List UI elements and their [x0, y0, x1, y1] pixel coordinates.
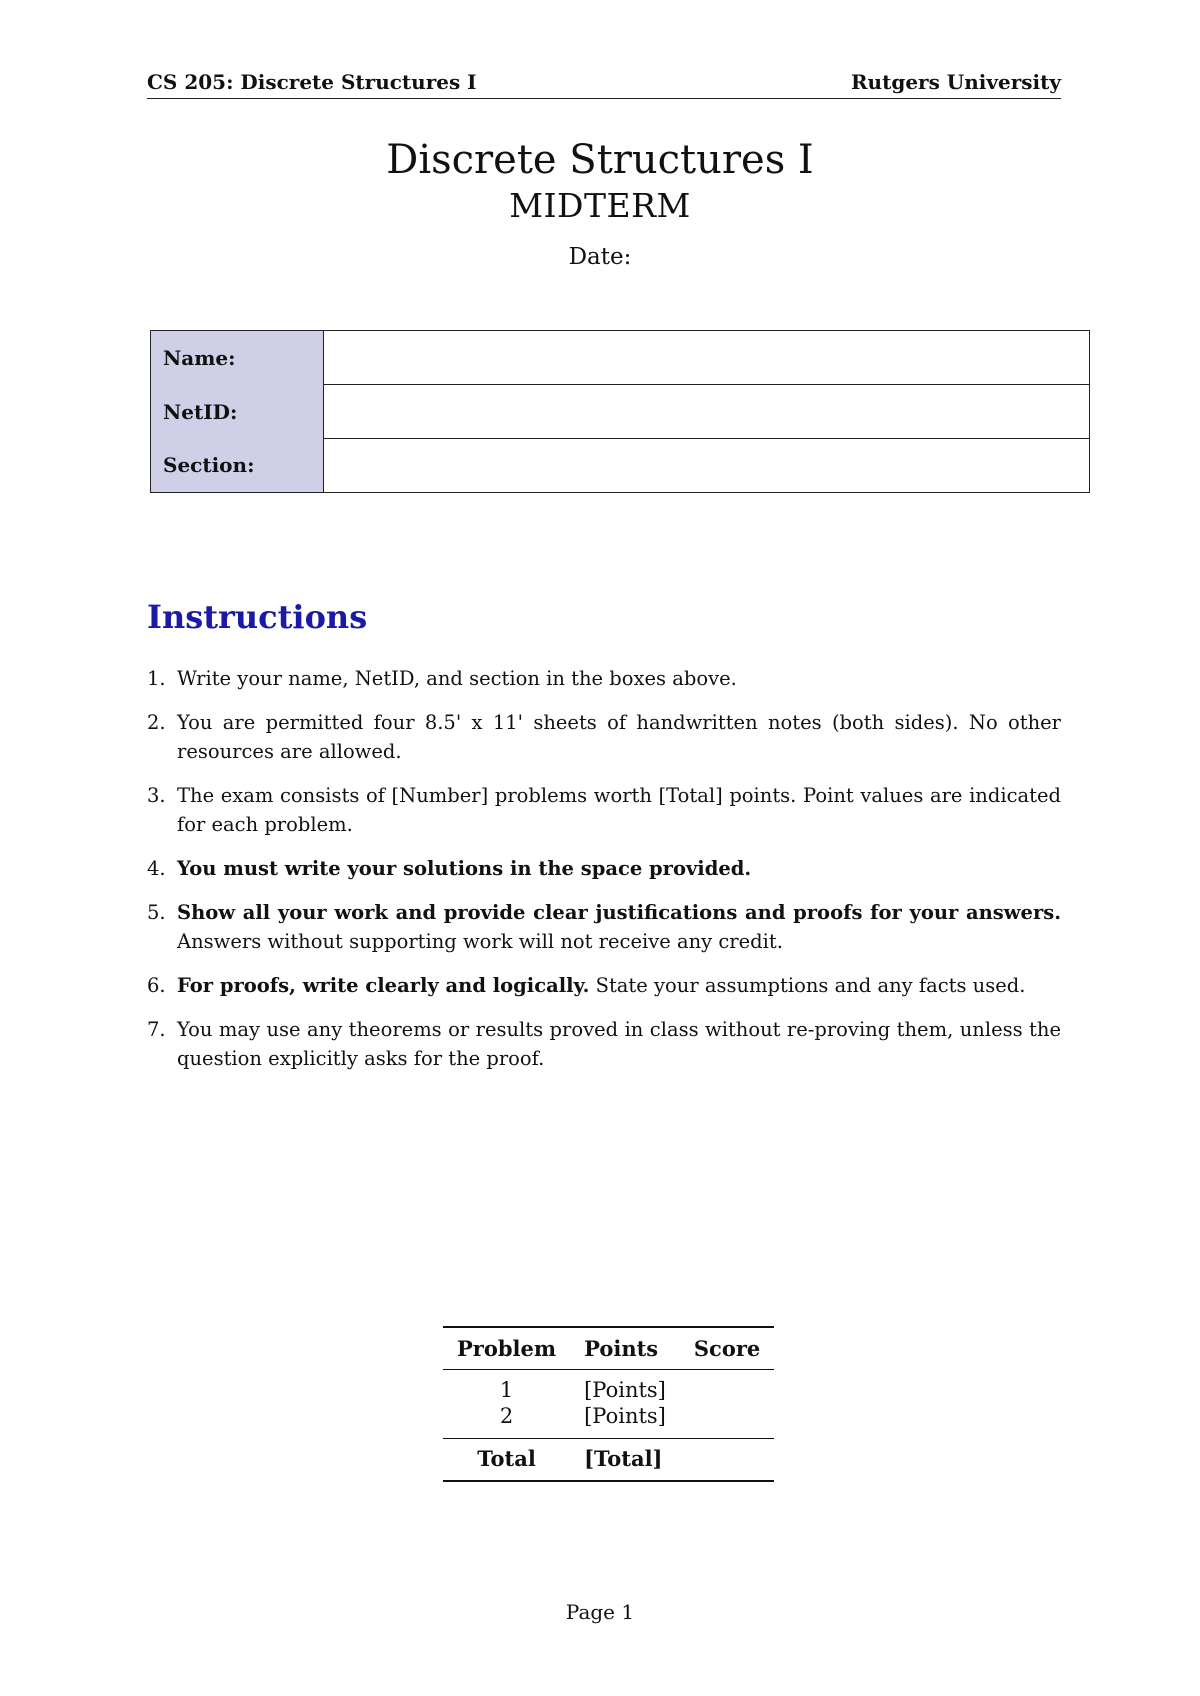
- instruction-text: State your assumptions and any facts used.: [589, 974, 1026, 997]
- instruction-number: 1.: [147, 667, 166, 690]
- points-cell: [Points]: [584, 1404, 666, 1428]
- instruction-text: You may use any theorems or results proved in class without re-proving them, unless the question explicitly asks for the proof.: [177, 1018, 1061, 1070]
- course-label: CS 205: Discrete Structures I: [147, 70, 477, 94]
- instruction-item: [147, 781, 1061, 839]
- page-number: Page 1: [565, 1600, 635, 1624]
- instruction-item: [147, 854, 1061, 883]
- instruction-bold-text: For proofs, write clearly and logically.: [177, 974, 590, 997]
- instructions-list: [147, 664, 1061, 1088]
- column-header-score: Score: [680, 1327, 774, 1370]
- instruction-item: [147, 898, 1061, 956]
- instruction-item: [147, 708, 1061, 766]
- instruction-number: 2.: [147, 711, 166, 734]
- column-header-problem: Problem: [443, 1327, 570, 1370]
- date-label: Date:: [568, 244, 632, 270]
- column-header-points: Points: [570, 1327, 680, 1370]
- score-table-header: [443, 1327, 774, 1370]
- instruction-number: 4.: [147, 857, 166, 880]
- table-row: [443, 1403, 774, 1439]
- instruction-item: [147, 664, 1061, 693]
- university-label: Rutgers University: [850, 70, 1061, 94]
- total-score[interactable]: [680, 1439, 774, 1482]
- total-points: [Total]: [570, 1439, 680, 1482]
- instruction-bold-text: You must write your solutions in the space provided.: [177, 857, 752, 880]
- score-cell[interactable]: [680, 1403, 774, 1439]
- score-cell[interactable]: [680, 1370, 774, 1404]
- section-label: Section:: [151, 439, 324, 493]
- instruction-item: [147, 971, 1061, 1000]
- table-row: [443, 1370, 774, 1404]
- instruction-number: 3.: [147, 784, 166, 807]
- points-cell: [Points]: [584, 1378, 666, 1402]
- instruction-text: You are permitted four 8.5' x 11' sheets of handwritten notes (both sides). No other resources are allowed.: [177, 711, 1061, 763]
- total-label: Total: [443, 1439, 570, 1482]
- instruction-text: Answers without supporting work will not receive any credit.: [177, 930, 783, 953]
- name-label: Name:: [151, 331, 324, 385]
- netid-field[interactable]: [324, 385, 1090, 439]
- problem-cell: 1: [499, 1378, 514, 1402]
- netid-label: NetID:: [151, 385, 324, 439]
- document-subtitle: MIDTERM: [509, 186, 691, 225]
- instruction-number: 6.: [147, 974, 166, 997]
- name-field[interactable]: [324, 331, 1090, 385]
- netid-row: [151, 385, 1090, 439]
- instruction-text: Write your name, NetID, and section in the boxes above.: [177, 667, 737, 690]
- section-field[interactable]: [324, 439, 1090, 493]
- problem-cell: 2: [499, 1404, 514, 1428]
- student-info-table: [150, 330, 1090, 493]
- instruction-number: 7.: [147, 1018, 166, 1041]
- total-row: [443, 1439, 774, 1482]
- instruction-item: [147, 1015, 1061, 1073]
- section-row: [151, 439, 1090, 493]
- running-header: [147, 70, 1061, 99]
- document-title: Discrete Structures I: [386, 137, 814, 183]
- instruction-bold-text: Show all your work and provide clear justifications and proofs for your answers.: [177, 901, 1061, 924]
- score-table: [443, 1326, 774, 1482]
- instructions-heading: Instructions: [147, 598, 368, 636]
- instruction-number: 5.: [147, 901, 166, 924]
- title-block: [0, 136, 1200, 272]
- name-row: [151, 331, 1090, 385]
- instruction-text: The exam consists of [Number] problems worth [Total] points. Point values are indicated for each problem.: [177, 784, 1061, 836]
